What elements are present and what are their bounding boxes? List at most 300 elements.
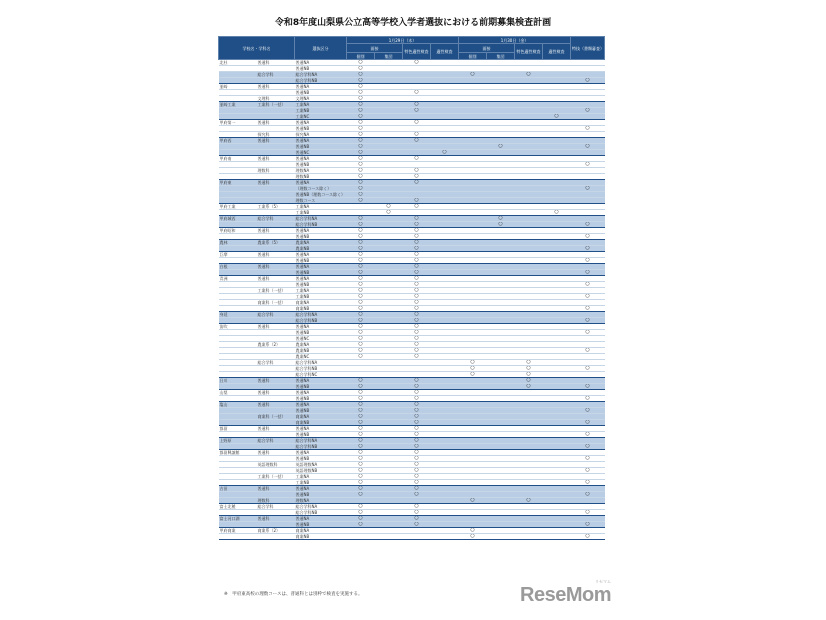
mark-cell: ○ [459,528,487,534]
mark-cell: ○ [571,330,605,336]
mark-cell: ○ [347,174,375,180]
category-cell: 普通NB [295,492,347,498]
day1-special-header: 特色適性検査 [403,44,431,60]
category-cell: 総合学科NB [295,78,347,84]
school-cell: 上野原 [219,438,257,444]
mark-cell: ○ [403,204,431,210]
mark-cell: ○ [459,534,487,540]
category-cell: 農業NB [295,348,347,354]
mark-cell: ○ [459,366,487,372]
mark-cell: ○ [347,450,375,456]
category-cell: 総合学科NC [295,372,347,378]
mark-cell: ○ [403,132,431,138]
mark-cell: ○ [403,102,431,108]
day2-special-header: 特色適性検査 [515,44,543,60]
category-cell: 総合学科NB [295,510,347,516]
dept-cell: 普通科 [257,402,295,408]
mark-cell: ○ [431,150,459,156]
category-cell: 工業NB [295,480,347,486]
mark-cell: ○ [571,492,605,498]
mark-cell: ○ [571,456,605,462]
category-cell: 普通NC [295,336,347,342]
mark-cell: ○ [347,480,375,486]
mark-cell: ○ [571,396,605,402]
day1-interview-header: 面接 [347,44,403,53]
mark-cell: ○ [403,222,431,228]
mark-cell: ○ [487,144,515,150]
document-title: 令和8年度山梨県公立高等学校入学者選抜における前期募集検査計画 [274,18,552,28]
mark-cell: ○ [347,438,375,444]
dept-cell: 普通科 [257,252,295,258]
mark-cell [543,534,571,540]
school-cell: 巨摩 [219,252,257,258]
dept-cell: 理数科 [257,168,295,174]
category-cell: 商業NB [295,534,347,540]
dept-cell: 探究科 [257,132,295,138]
category-cell: 農業NA [295,240,347,246]
school-cell: 甲府城西 [219,216,257,222]
category-cell: 普通NA [295,180,347,186]
category-cell: 工業NA [295,204,347,210]
mark-cell: ○ [403,312,431,318]
dept-cell: 普通科 [257,516,295,522]
school-cell: 甲府工業 [219,204,257,210]
mark-cell: ○ [347,324,375,330]
dept-cell: 普通科 [257,60,295,66]
exam-schedule-table [218,36,605,540]
mark-cell: ○ [571,408,605,414]
school-cell: 韮崎 [219,84,257,90]
mark-cell: ○ [487,216,515,222]
mark-cell: ○ [403,510,431,516]
mark-cell: ○ [403,342,431,348]
mark-cell: ○ [403,522,431,528]
mark-cell: ○ [543,210,571,216]
mark-cell: ○ [403,264,431,270]
school-cell: 甲府第一 [219,120,257,126]
dept-cell: 工業系（5） [257,204,295,210]
mark-cell: ○ [347,258,375,264]
day1-aptitude-header: 適性検査 [431,44,459,60]
category-cell: 普通NA [295,516,347,522]
mark-cell: ○ [403,354,431,360]
mark-cell: ○ [515,360,543,366]
mark-cell: ○ [403,258,431,264]
mark-cell: ○ [347,228,375,234]
dept-cell [257,534,295,540]
category-cell: 普通NA [295,228,347,234]
school-cell: 都留興譲館 [219,450,257,456]
dept-cell: 普通科 [257,324,295,330]
footnote: ※ 甲府東高校の理数コースは、普通科とは別枠で検査を実施する。 [224,592,363,597]
category-cell: 普通NA [295,450,347,456]
dept-cell: 普通科 [257,84,295,90]
day1-group-header: 集団 [375,53,403,60]
mark-cell: ○ [571,162,605,168]
mark-cell: ○ [459,372,487,378]
category-cell: 普通NB [295,456,347,462]
resemom-logo [520,579,611,607]
category-cell: 普通NA [295,486,347,492]
category-cell: 商業NA [295,414,347,420]
day2-interview-header: 面接 [459,44,515,53]
mark-cell: ○ [403,474,431,480]
category-cell: 普通NC [295,150,347,156]
mark-cell: ○ [347,162,375,168]
exam-schedule-table-wrapper [218,36,604,540]
mark-cell: ○ [403,198,431,204]
mark-cell: ○ [347,390,375,396]
dept-cell: 総合学科 [257,438,295,444]
mark-cell: ○ [347,342,375,348]
category-cell: 工業NA [295,474,347,480]
category-cell: 普通NB [295,432,347,438]
school-cell: 吉田 [219,486,257,492]
category-cell: 商業NB [295,306,347,312]
school-cell: 塩山 [219,402,257,408]
mark-cell: ○ [347,144,375,150]
mark-cell: ○ [347,108,375,114]
dept-cell: 普通科 [257,390,295,396]
mark-cell: ○ [571,468,605,474]
mark-cell: ○ [571,270,605,276]
category-cell: 普通NB [295,330,347,336]
school-cell: 日川 [219,378,257,384]
category-cell: 理数コース [295,198,347,204]
dept-cell: 総合学科 [257,504,295,510]
dept-cell: 普通科 [257,120,295,126]
category-cell: 総合学科NB [295,444,347,450]
mark-cell: ○ [403,480,431,486]
category-cell: 英語理数NB [295,468,347,474]
school-cell: 都留 [219,426,257,432]
mark-cell: ○ [403,450,431,456]
day2-aptitude-header: 適性検査 [543,44,571,60]
category-cell: 普通NB [295,408,347,414]
mark-cell: ○ [347,150,375,156]
dept-cell: 普通科 [257,426,295,432]
mark-cell: ○ [347,72,375,78]
mark-cell: ○ [571,258,605,264]
school-cell: 富士河口湖 [219,516,257,522]
mark-cell: ○ [403,318,431,324]
mark-cell: ○ [403,438,431,444]
category-cell: 総合学科NA [295,216,347,222]
category-cell: 普通NA [295,324,347,330]
mark-cell: ○ [571,366,605,372]
mark-cell: ○ [571,282,605,288]
school-cell: 白根 [219,264,257,270]
mark-cell: ○ [347,132,375,138]
mark-cell: ○ [347,456,375,462]
dept-cell: 普通科 [257,138,295,144]
mark-cell: ○ [571,78,605,84]
mark-cell [403,534,431,540]
mark-cell: ○ [347,216,375,222]
dept-cell: 総合学科 [257,360,295,366]
mark-cell: ○ [403,234,431,240]
mark-cell: ○ [347,378,375,384]
mark-cell: ○ [403,138,431,144]
mark-cell: ○ [571,432,605,438]
mark-cell: ○ [403,504,431,510]
mark-cell: ○ [347,420,375,426]
category-cell: 普通NA [295,276,347,282]
day1-header: 1月29日（木） [347,37,459,44]
mark-cell: ○ [347,492,375,498]
mark-cell: ○ [487,222,515,228]
mark-cell: ○ [347,222,375,228]
mark-cell: ○ [403,156,431,162]
mark-cell: ○ [347,396,375,402]
mark-cell: ○ [347,270,375,276]
mark-cell: ○ [571,246,605,252]
mark-cell: ○ [459,72,487,78]
category-cell: 総合学科NB [295,222,347,228]
mark-cell: ○ [347,510,375,516]
mark-cell: ○ [347,306,375,312]
logo-text: ReseMom [520,584,611,606]
mark-cell: ○ [571,534,605,540]
dept-cell: 工業科（一括） [257,288,295,294]
mark-cell: ○ [347,90,375,96]
mark-cell: ○ [347,402,375,408]
mark-cell: ○ [347,264,375,270]
category-cell: 工業NB [295,210,347,216]
mark-cell: ○ [403,414,431,420]
mark-cell [431,534,459,540]
school-cell: 甲府昭和 [219,228,257,234]
dept-cell: 理数科 [257,498,295,504]
mark-cell: ○ [347,186,375,192]
category-cell: 普通NB [295,126,347,132]
mark-cell: ○ [403,282,431,288]
category-cell: 総合学科NB [295,318,347,324]
mark-cell: ○ [347,516,375,522]
mark-cell: ○ [403,246,431,252]
mark-cell: ○ [571,444,605,450]
mark-cell [347,534,375,540]
category-cell: 普通NA [295,390,347,396]
mark-cell: ○ [571,420,605,426]
category-cell: 総合学科NA [295,72,347,78]
mark-cell: ○ [571,108,605,114]
dept-cell: 普通科 [257,486,295,492]
mark-cell: ○ [347,336,375,342]
mark-cell: ○ [403,456,431,462]
school-cell: 青洲 [219,276,257,282]
category-cell: 商業NB [295,420,347,426]
mark-cell: ○ [347,522,375,528]
mark-cell: ○ [347,60,375,66]
dept-cell: 商業科（一括） [257,414,295,420]
mark-cell: ○ [347,96,375,102]
dept-cell: 商業系（2） [257,528,295,534]
mark-cell: ○ [347,504,375,510]
category-cell: 普通NA [295,60,347,66]
school-cell: 富士北稜 [219,504,257,510]
school-cell: 農林 [219,240,257,246]
mark-cell: ○ [403,168,431,174]
mark-cell: ○ [515,384,543,390]
category-cell: 普通NA [295,120,347,126]
dept-cell: 工業科（一括） [257,474,295,480]
mark-cell: ○ [347,180,375,186]
mark-cell: ○ [403,420,431,426]
day2-individual-header: 個別 [459,53,487,60]
mark-cell: ○ [515,372,543,378]
mark-cell: ○ [403,336,431,342]
day2-header: 1月30日（金） [459,37,571,44]
mark-cell: ○ [347,168,375,174]
mark-cell: ○ [347,426,375,432]
mark-cell [515,534,543,540]
dept-cell: 文理科 [257,96,295,102]
mark-cell: ○ [403,60,431,66]
mark-cell: ○ [347,234,375,240]
mark-cell: ○ [571,186,605,192]
mark-cell [375,534,403,540]
dept-cell: 英語理数科 [257,462,295,468]
category-cell: 普通NA [295,378,347,384]
mark-cell: ○ [403,390,431,396]
mark-cell: ○ [403,516,431,522]
logo-ruby: リセマム [595,579,611,584]
table-body [219,60,605,540]
mark-cell: ○ [403,462,431,468]
mark-cell: ○ [347,252,375,258]
category-cell: 探究NA [295,132,347,138]
school-cell: 北杜 [219,60,257,66]
mark-cell: ○ [347,444,375,450]
mark-cell: ○ [403,306,431,312]
mark-cell: ○ [403,288,431,294]
mark-cell: ○ [571,384,605,390]
mark-cell: ○ [347,126,375,132]
mark-cell: ○ [403,120,431,126]
mark-cell: ○ [347,282,375,288]
dept-cell: 商業科（一括） [257,300,295,306]
mark-cell: ○ [571,306,605,312]
dept-cell: 普通科 [257,180,295,186]
mark-cell: ○ [375,204,403,210]
day1-individual-header: 個別 [347,53,375,60]
mark-cell: ○ [347,246,375,252]
dept-cell: 農業系（5） [257,240,295,246]
mark-cell: ○ [403,324,431,330]
category-cell: 普通NB [295,162,347,168]
school-dept-header: 学校名・学科名 [219,37,295,60]
mark-cell: ○ [347,114,375,120]
table-row [219,534,605,540]
category-cell: 総合学科NA [295,504,347,510]
mark-cell: ○ [403,468,431,474]
mark-cell: ○ [347,468,375,474]
category-cell: 農業NB [295,246,347,252]
category-cell: 普通NB [295,384,347,390]
category-cell: 総合学科NA [295,360,347,366]
mark-cell: ○ [571,144,605,150]
category-cell: 工業NC [295,114,347,120]
school-cell: 山梨 [219,390,257,396]
category-cell: 普通NB（理数コース除く） [295,192,346,197]
mark-cell: ○ [347,408,375,414]
school-cell: 甲府商業 [219,528,257,534]
special-skill-header: 特技（書類審査） [571,37,605,60]
mark-cell: ○ [403,108,431,114]
dept-cell: 総合学科 [257,216,295,222]
mark-cell: ○ [347,354,375,360]
mark-cell: ○ [347,198,375,204]
mark-cell: ○ [403,180,431,186]
mark-cell: ○ [347,330,375,336]
category-cell: 普通NB [295,66,347,72]
mark-cell: ○ [403,294,431,300]
mark-cell: ○ [403,486,431,492]
category-cell: 商業NA [295,528,347,534]
mark-cell: ○ [403,330,431,336]
dept-cell: 普通科 [257,228,295,234]
category-cell: 普通NB [295,270,347,276]
mark-cell: ○ [403,402,431,408]
mark-cell: ○ [347,318,375,324]
mark-cell: ○ [515,498,543,504]
category-cell: 普通NA [295,402,347,408]
mark-cell: ○ [571,510,605,516]
category-cell: 工業NB [295,294,347,300]
school-cell: 甲府南 [219,156,257,162]
category-cell: 普通NA [295,138,347,144]
category-header: 選抜区分 [295,37,347,60]
category-cell: 普通NB [295,144,347,150]
mark-cell: ○ [347,462,375,468]
category-cell: 農業NC [295,354,347,360]
mark-cell: ○ [347,78,375,84]
mark-cell: ○ [403,174,431,180]
mark-cell: ○ [403,492,431,498]
mark-cell: ○ [571,294,605,300]
mark-cell: ○ [347,384,375,390]
category-cell: 理数NA [295,168,347,174]
mark-cell: ○ [403,444,431,450]
category-cell: 総合学科NB [295,366,347,372]
school-cell: 甲府東 [219,180,257,186]
mark-cell: ○ [571,126,605,132]
dept-cell: 総合学科 [257,72,295,78]
dept-cell: 普通科 [257,276,295,282]
school-cell: 身延 [219,312,257,318]
mark-cell: ○ [403,300,431,306]
category-cell: 総合学科NA [295,438,347,444]
mark-cell: ○ [403,426,431,432]
school-cell: 韮崎工業 [219,102,257,108]
mark-cell: ○ [403,384,431,390]
mark-cell: ○ [347,474,375,480]
dept-cell: 農業系（2） [257,342,295,348]
category-cell: 商業NA [295,300,347,306]
mark-cell: ○ [403,396,431,402]
mark-cell: ○ [347,348,375,354]
category-cell: 農業NA [295,342,347,348]
category-cell: 工業NA [295,102,347,108]
mark-cell: ○ [347,300,375,306]
category-cell: （理数コース除く） [295,186,347,192]
mark-cell: ○ [347,276,375,282]
mark-cell: ○ [375,210,403,216]
mark-cell: ○ [571,522,605,528]
mark-cell: ○ [347,486,375,492]
mark-cell: ○ [403,432,431,438]
